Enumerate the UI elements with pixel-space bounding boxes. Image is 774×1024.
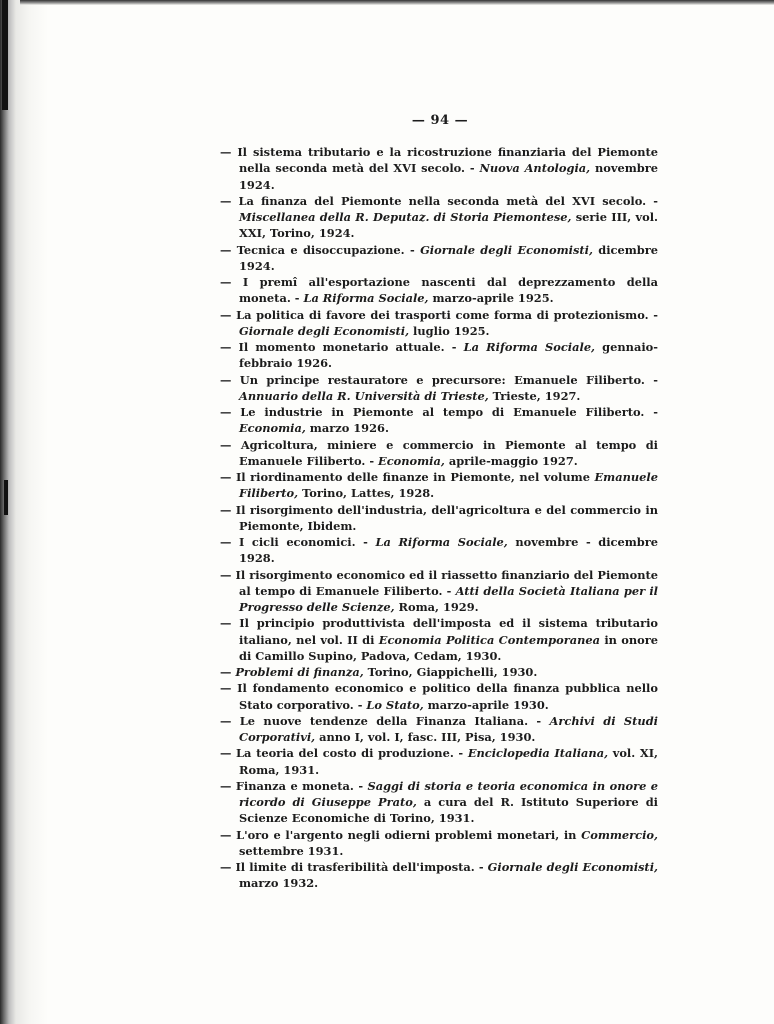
bibliography-entry: — Il risorgimento economico ed il riassetto finanziario del Piemonte al tempo di Emanuele Filiberto. - Atti della Società Italiana per il Progresso delle Scienze, Roma, 1929. [220,567,658,614]
bibliography-entry: — La politica di favore dei trasporti come forma di protezionismo. - Giornale degli Economisti, luglio 1925. [220,307,658,338]
bibliography-entry: — Le nuove tendenze della Finanza Italiana. - Archivi di Studi Corporativi, anno I, vol. I, fasc. III, Pisa, 1930. [220,713,658,744]
bibliography-entry: — Il momento monetario attuale. - La Riforma Sociale, gennaio-febbraio 1926. [220,340,658,371]
bibliography-entry: — Il risorgimento dell'industria, dell'agricoltura e del commercio in Piemonte, Ibidem. [220,502,658,533]
bibliography-entry: — Problemi di finanza, Torino, Giappichelli, 1930. [220,665,538,679]
bibliography-entry: — Il principio produttivista dell'imposta ed il sistema tributario italiano, nel vol. II di Economia Politica Contemporanea in onore di Camillo Supino, Padova, Cedam, 1930. [220,616,659,663]
bibliography-entry: — Un principe restauratore e precursore: Emanuele Filiberto. - Annuario della R. Università di Trieste, Trieste, 1927. [220,372,658,403]
bibliography-entry: — La teoria del costo di produzione. - Enciclopedia Italiana, vol. XI, Roma, 1931. [220,746,658,777]
bibliography-entry: — Le industrie in Piemonte al tempo di Emanuele Filiberto. - Economia, marzo 1926. [220,405,658,436]
bibliography-entry: — Il riordinamento delle finanze in Piemonte, nel volume Emanuele Filiberto, Torino, Lattes, 1928. [220,470,658,501]
bibliography-entry: — Tecnica e disoccupazione. - Giornale degli Economisti, dicembre 1924. [220,242,659,273]
binding-tear [4,480,8,515]
bibliography-entry: — Agricoltura, miniere e commercio in Piemonte al tempo di Emanuele Filiberto. - Economia, aprile-maggio 1927. [220,437,658,468]
bibliography-entry: — Il limite di trasferibilità dell'imposta. - Giornale degli Economisti, marzo 1932. [220,860,658,891]
bibliography-entry: — Finanza e moneta. - Saggi di storia e teoria economica in onore e ricordo di Giuseppe Prato, a cura del R. Istituto Superiore di Scienze Economiche di Torino, 1931. [220,778,659,826]
bibliography-entry: — Il sistema tributario e la ricostruzione finanziaria del Piemonte nella seconda metà del XVI secolo. - Nuova Antologia, novembre 1924. [220,145,658,192]
page-top-edge [20,0,774,5]
binding-shadow [2,0,8,110]
bibliography-entry: — La finanza del Piemonte nella seconda metà del XVI secolo. - Miscellanea della R. Deputaz. di Storia Piemontese, serie III, vol. XXI, Torino, 1924. [220,193,658,241]
bibliography-entry: — I cicli economici. - La Riforma Sociale, novembre - dicembre 1928. [220,535,659,566]
page-binding-edge [0,0,48,1024]
bibliography-list [220,144,658,892]
page-number: — 94 — [411,113,469,128]
bibliography-entry: — I premî all'esportazione nascenti dal deprezzamento della moneta. - La Riforma Sociale, marzo-aprile 1925. [220,275,658,306]
bibliography-entry: — L'oro e l'argento negli odierni problemi monetari, in Commercio, settembre 1931. [220,827,658,858]
bibliography-entry: — Il fondamento economico e politico della finanza pubblica nello Stato corporativo. - Lo Stato, marzo-aprile 1930. [220,681,658,712]
